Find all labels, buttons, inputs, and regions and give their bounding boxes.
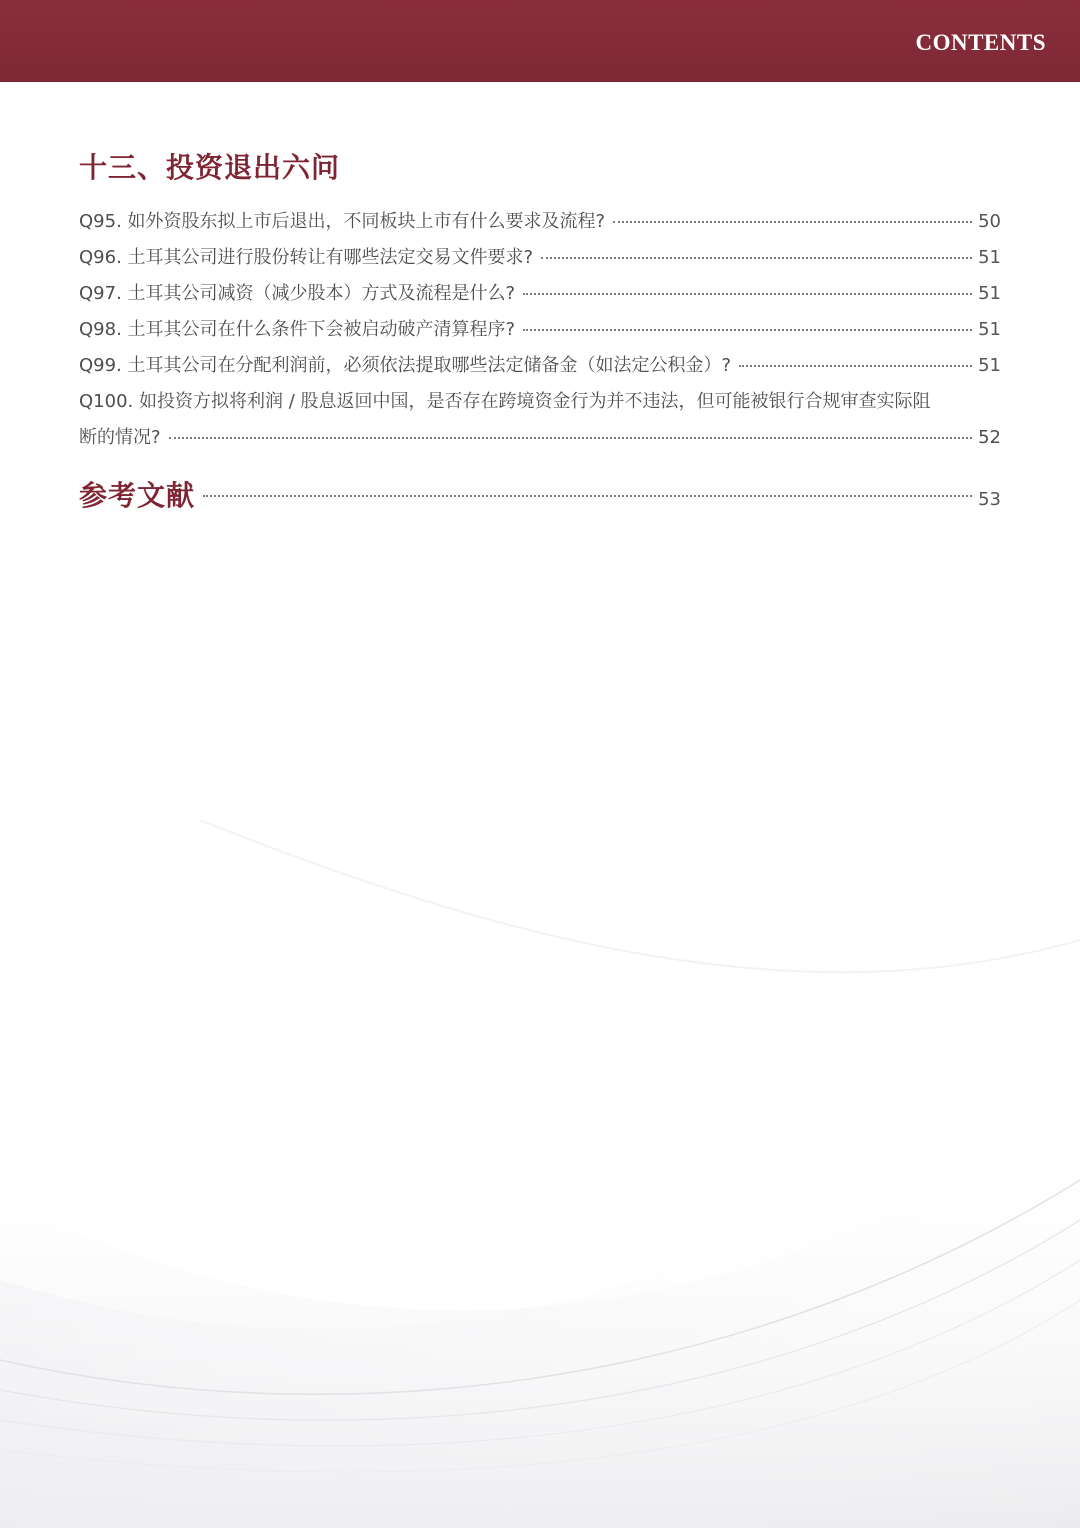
section-title: 十三、投资退出六问 <box>79 151 341 184</box>
background-wave-decoration <box>0 820 1080 1528</box>
dot-leader <box>203 495 972 497</box>
dot-leader <box>169 437 973 439</box>
toc-entry-text-line2: 断的情况? <box>79 427 161 448</box>
toc-entry-text: Q95. 如外资股东拟上市后退出，不同板块上市有什么要求及流程? <box>79 211 606 232</box>
toc-page-number: 51 <box>978 283 1001 304</box>
toc-entry-text: Q97. 土耳其公司减资（减少股本）方式及流程是什么? <box>79 283 516 304</box>
dot-leader <box>739 365 972 367</box>
toc-entry-q98[interactable] <box>79 312 1001 348</box>
dot-leader <box>613 221 972 223</box>
toc-entry-q99[interactable] <box>79 348 1001 384</box>
toc-page-number: 51 <box>978 355 1001 376</box>
toc-entry-text: Q98. 土耳其公司在什么条件下会被启动破产清算程序? <box>79 319 516 340</box>
toc-entry-q97[interactable] <box>79 276 1001 312</box>
toc-entry-q95[interactable] <box>79 204 1001 240</box>
toc-entry-text: Q99. 土耳其公司在分配利润前，必须依法提取哪些法定储备金（如法定公积金）? <box>79 355 732 376</box>
header-bar <box>0 0 1080 82</box>
toc-entry-references[interactable] <box>79 476 1001 516</box>
toc-entry-q100[interactable] <box>79 384 1001 456</box>
toc-page-number: 50 <box>978 211 1001 232</box>
dot-leader <box>523 293 972 295</box>
toc-page-number: 51 <box>978 319 1001 340</box>
header-contents-label: CONTENTS <box>915 30 1046 55</box>
table-of-contents <box>79 148 1001 516</box>
toc-entry-text-line1: Q100. 如投资方拟将利润 / 股息返回中国，是否存在跨境资金行为并不违法，但可能被银行合规审查实际阻 <box>79 391 931 412</box>
toc-entry-text: Q96. 土耳其公司进行股份转让有哪些法定交易文件要求? <box>79 247 534 268</box>
toc-entry-q96[interactable] <box>79 240 1001 276</box>
toc-page-number: 53 <box>978 489 1001 510</box>
toc-page-number: 51 <box>978 247 1001 268</box>
toc-page-number: 52 <box>978 427 1001 448</box>
references-title: 参考文献 <box>79 479 196 512</box>
dot-leader <box>523 329 972 331</box>
dot-leader <box>541 257 972 259</box>
